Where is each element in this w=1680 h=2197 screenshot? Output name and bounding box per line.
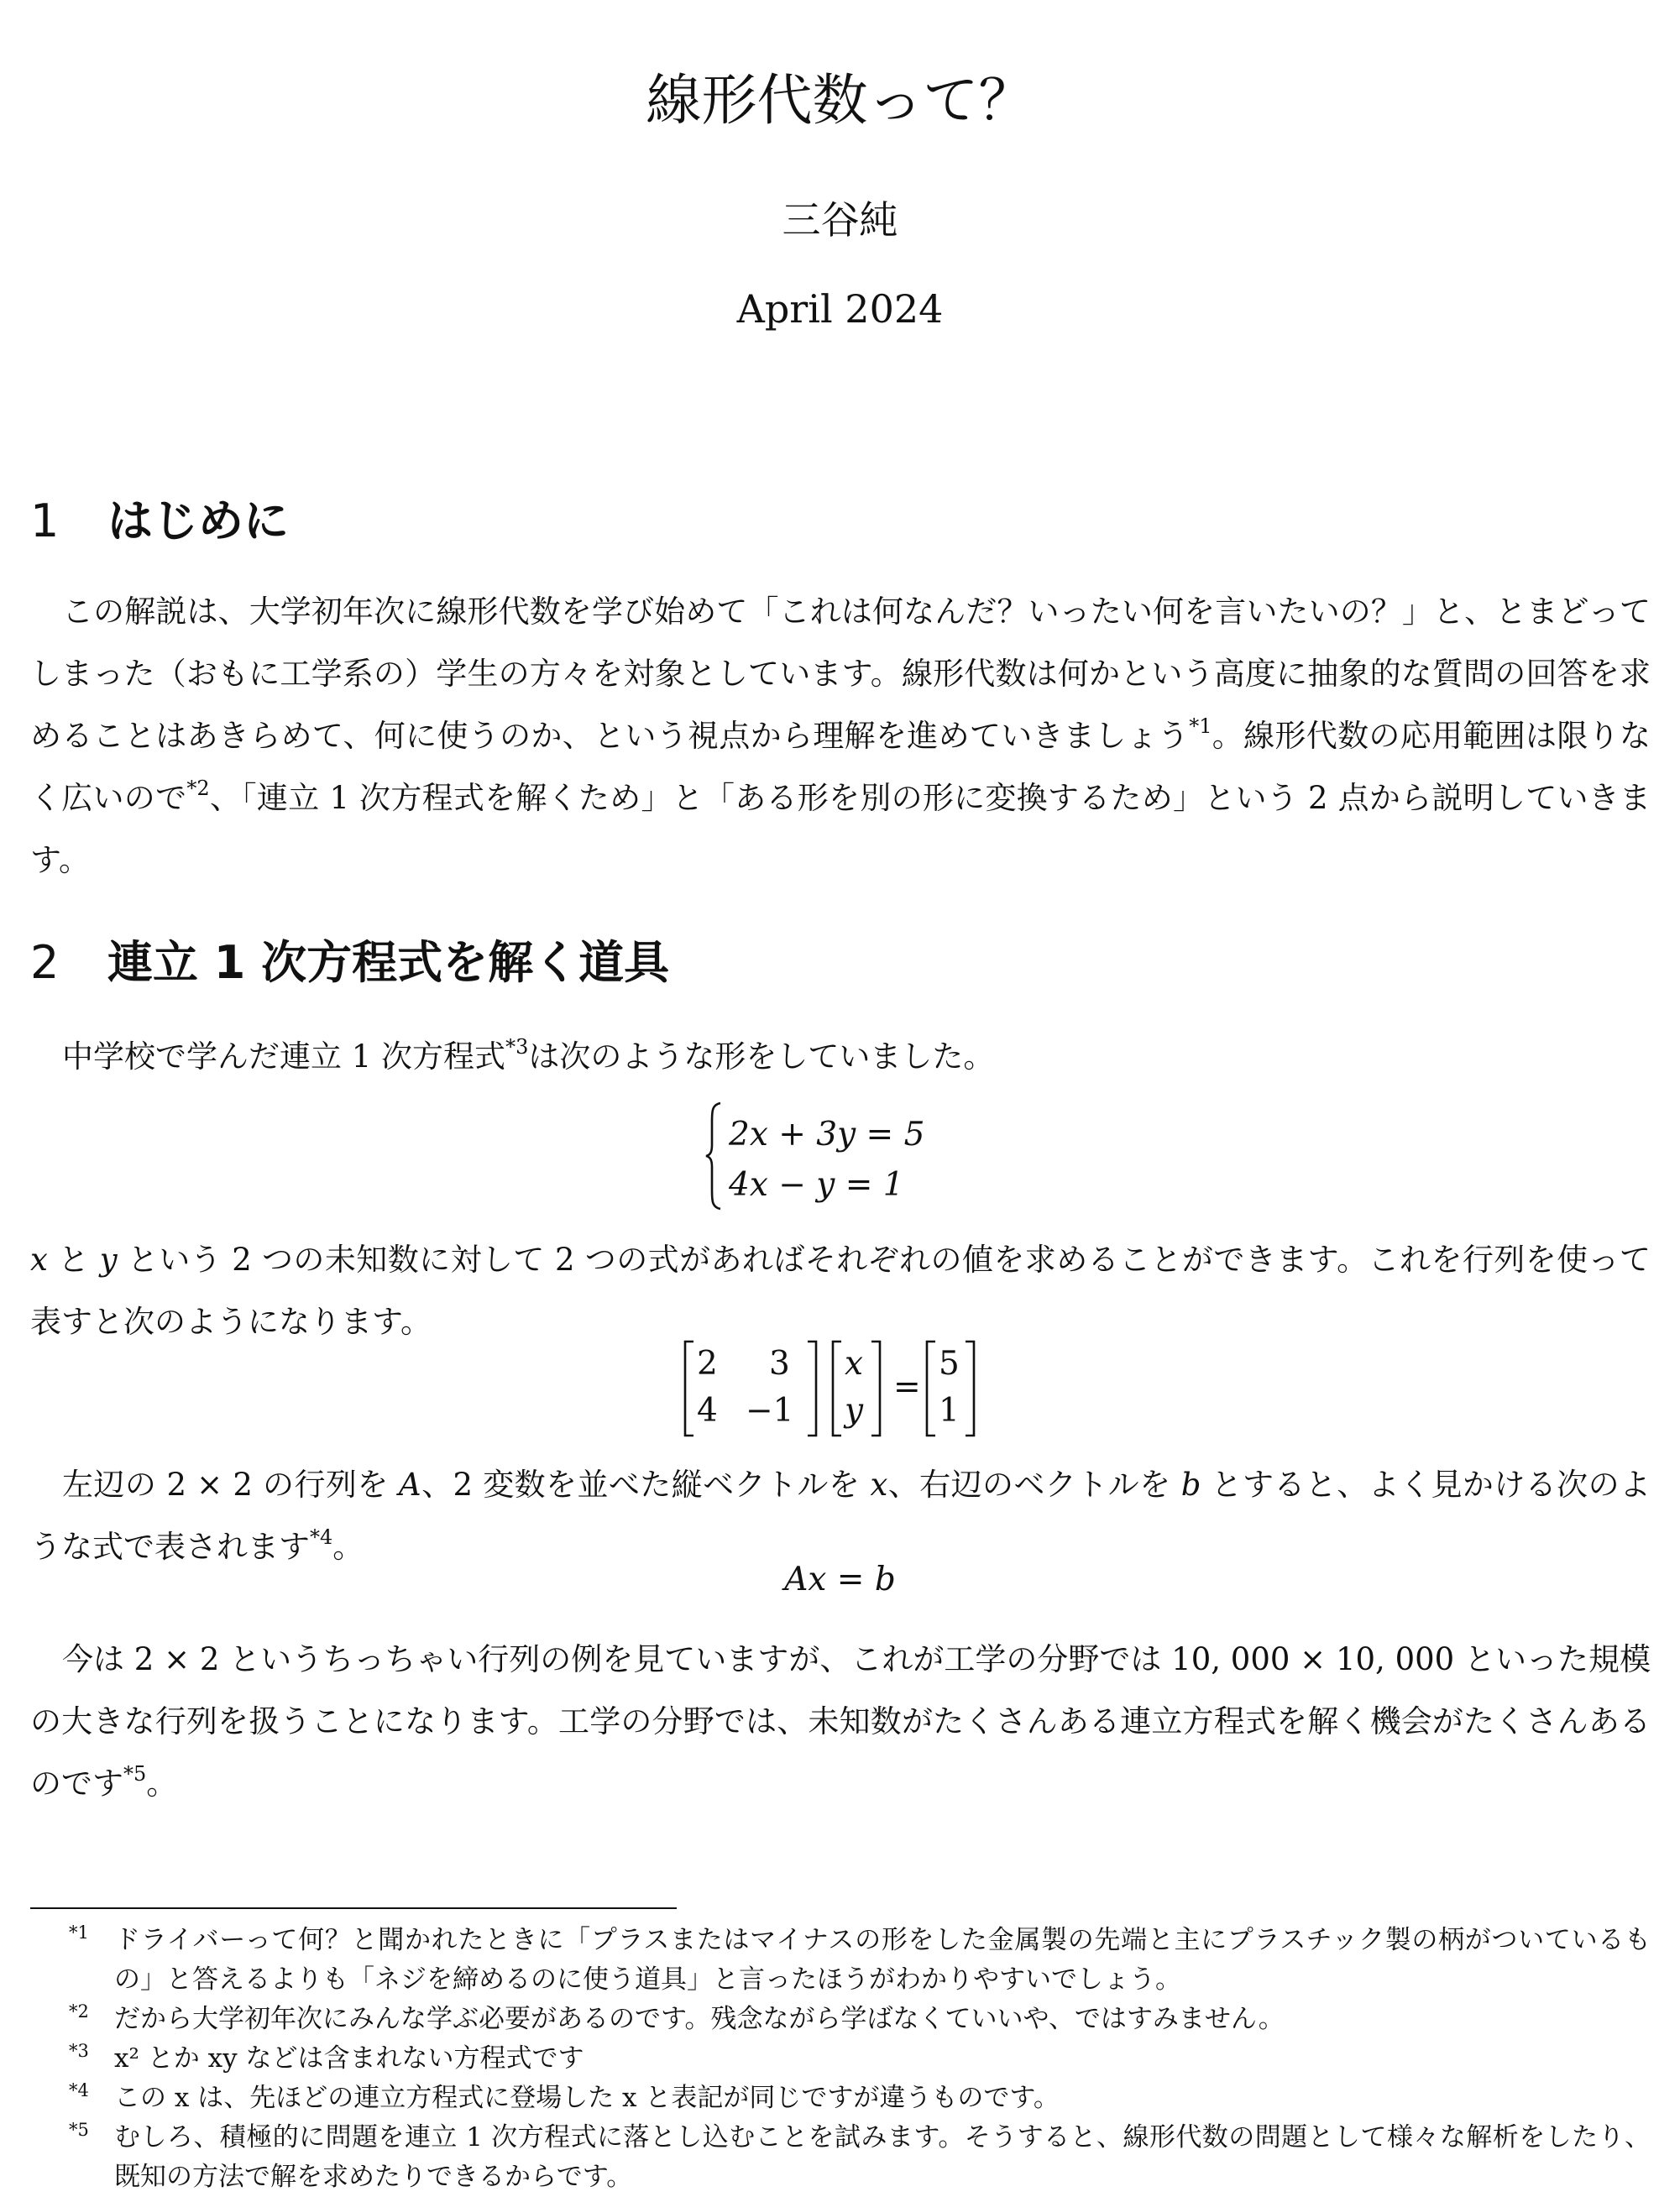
footnote-mark: *3 <box>69 2041 89 2061</box>
matrix-cell: 3 <box>769 1345 790 1383</box>
footnote-5 <box>30 2118 1651 2197</box>
footnote-ref-4[interactable]: *4 <box>310 1525 333 1549</box>
equation-system <box>705 1110 924 1211</box>
footnote-mark: *5 <box>69 2120 89 2140</box>
section-heading-1 <box>30 492 289 551</box>
math-var: y <box>99 1242 118 1278</box>
paragraph-text: 、右辺のベクトルを <box>887 1467 1181 1503</box>
section-heading-2 <box>30 934 669 992</box>
footnote-ref-5[interactable]: *5 <box>123 1762 147 1786</box>
paper-author: 三谷純 <box>782 197 898 243</box>
footnote-ref-3[interactable]: *3 <box>505 1035 529 1059</box>
paragraph-text: という 2 つの未知数に対して 2 つの式があればそれぞれの値を求めることができます。これを行列を使って表すと次のようになります。 <box>30 1242 1651 1340</box>
footnote-mark: *4 <box>69 2080 89 2100</box>
intro-text-3: 、「連立 1 次方程式を解くため」と「ある形を別の形に変換するため」という 2 点から説明していきます。 <box>30 780 1651 878</box>
footnote-divider <box>30 1907 677 1909</box>
footnote-text: だから大学初年次にみんな学ぶ必要があるのです。残念ながら学ばなくていいや、ではすみません。 <box>114 2004 1285 2034</box>
math-var: A <box>398 1467 421 1503</box>
footnote-text: この x は、先ほどの連立方程式に登場した x と表記が同じですが違うものです。 <box>114 2083 1060 2113</box>
paragraph-text: 。 <box>332 1529 364 1565</box>
footnote-4 <box>30 2079 1651 2118</box>
equation-ax-b: Ax = b <box>784 1561 896 1598</box>
vector-cell: 1 <box>939 1392 960 1430</box>
footnote-mark: *1 <box>69 1922 89 1943</box>
paper-date: April 2024 <box>736 286 944 332</box>
footnote-mark: *2 <box>69 2001 89 2022</box>
sec2-paragraph-1 <box>30 1026 1651 1088</box>
matrix-cell: 4 <box>697 1392 718 1430</box>
math-var: x <box>870 1467 888 1503</box>
vector-cell: y <box>845 1392 864 1430</box>
section-number: 1 <box>30 494 60 547</box>
section-title: 連立 1 次方程式を解く道具 <box>107 936 670 989</box>
footnote-3 <box>30 2039 1651 2079</box>
footnote-ref-1[interactable]: *1 <box>1189 714 1212 738</box>
paragraph-text: は次のような形をしていました。 <box>528 1038 995 1075</box>
vector-cell: 5 <box>939 1345 960 1383</box>
paragraph-text: 中学校で学んだ連立 1 次方程式 <box>62 1038 506 1075</box>
math-var: x <box>30 1242 48 1278</box>
matrix-cell: −1 <box>746 1392 794 1430</box>
equation-line: 4x − y = 1 <box>729 1166 904 1204</box>
footnote-text: ドライバーって何？と聞かれたときに「プラスまたはマイナスの形をした金属製の先端と主にプラスチック製の柄がついているもの」と答えるよりも「ネジを締めるのに使う道具」と言ったほうがわかりやすいでしょう。 <box>114 1925 1651 1995</box>
footnotes <box>30 1921 1651 2197</box>
paragraph-text: 今は 2 × 2 というちっちゃい行列の例を見ていますが、これが工学の分野では 10, 000 × 10, 000 といった規模の大きな行列を扱うことになります。工学の分野では、未知数がたくさんある連立方程式を解く機会がたくさんあるのです <box>30 1641 1651 1802</box>
paragraph-text: 。 <box>146 1765 178 1802</box>
vector-cell: x <box>845 1345 863 1383</box>
paragraph-text: 左辺の 2 × 2 の行列を <box>62 1467 399 1503</box>
equals-sign: = <box>893 1368 921 1406</box>
paragraph-text: とすると、よく見かける次のような式で表されます <box>30 1467 1651 1565</box>
footnote-text: むしろ、積極的に問題を連立 1 次方程式に落とし込むことを試みます。そうすると、線形代数の問題として様々な解析をしたり、既知の方法で解を求めたりできるからです。 <box>114 2122 1651 2192</box>
section-title: はじめに <box>107 494 289 547</box>
math-var: b <box>1180 1467 1201 1503</box>
sec2-paragraph-4 <box>30 1629 1651 1815</box>
footnote-ref-2[interactable]: *2 <box>186 777 210 800</box>
intro-paragraph <box>30 581 1651 892</box>
paragraph-text: 、2 変数を並べた縦ベクトルを <box>421 1467 871 1503</box>
paragraph-text: と <box>47 1242 100 1278</box>
intro-text-1: この解説は、大学初年次に線形代数を学び始めて「これは何なんだ？いったい何を言いたいの？」と、とまどってしまった（おもに工学系の）学生の方々を対象としています。線形代数は何かという高度に抽象的な質問の回答を求めることはあきらめて、何に使うのか、という視点から理解を進めていきましょう <box>30 594 1651 754</box>
footnote-text: x² とか xy などは含まれない方程式です <box>114 2043 584 2074</box>
matrix-cell: 2 <box>697 1345 718 1383</box>
paper-title: 線形代数って？ <box>646 68 1034 133</box>
intro-text-2: 。線形代数の応用範囲は限りなく広いので <box>30 718 1651 816</box>
left-brace-icon <box>705 1101 722 1211</box>
section-number: 2 <box>30 936 60 989</box>
sec2-paragraph-2 <box>30 1229 1651 1353</box>
footnote-1 <box>30 1921 1651 2000</box>
footnote-2 <box>30 2000 1651 2039</box>
equation-line: 2x + 3y = 5 <box>729 1116 925 1153</box>
